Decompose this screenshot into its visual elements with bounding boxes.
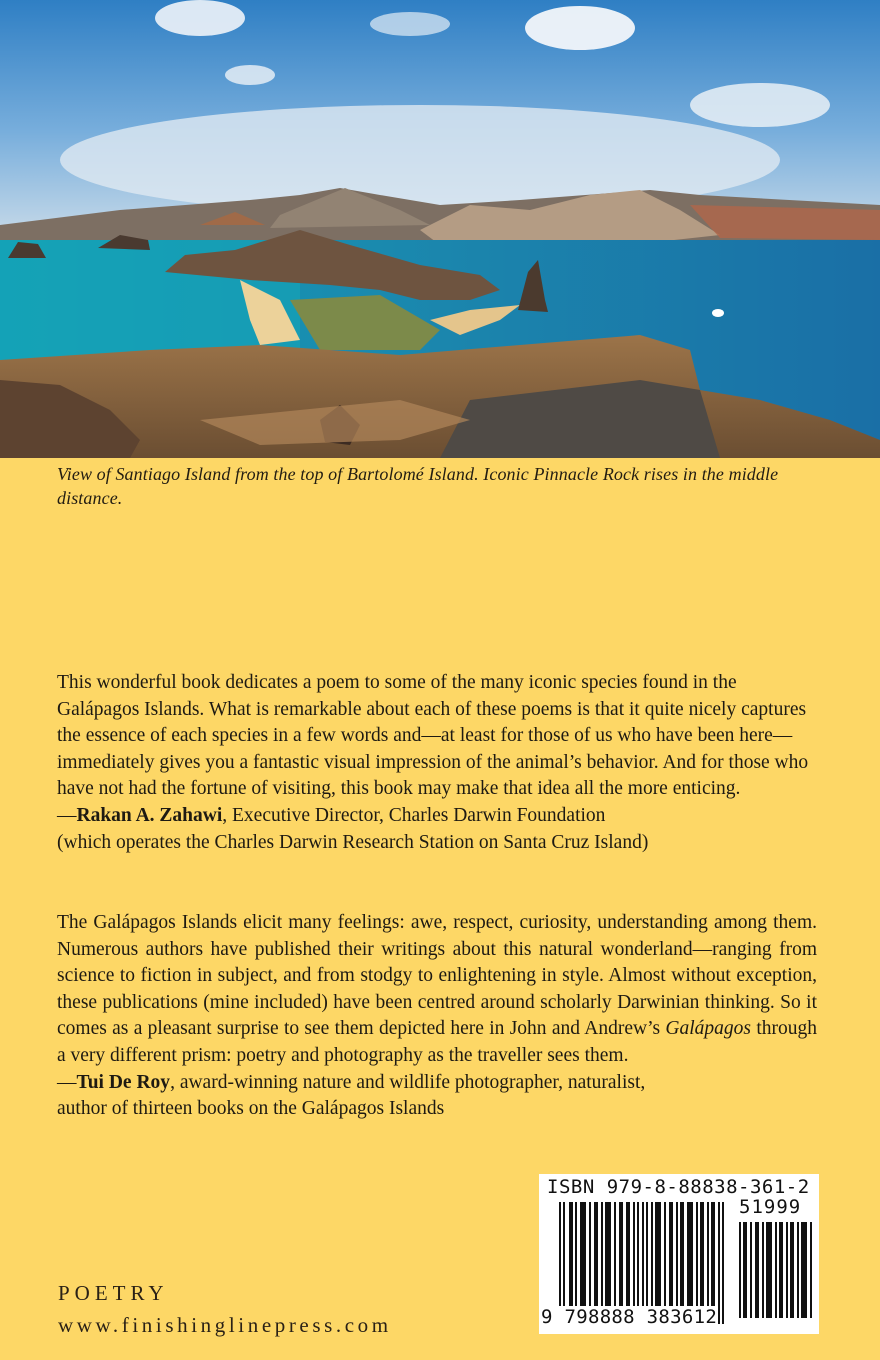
- endorser-credential: , award-winning nature and wildlife photographer, naturalist,: [170, 1071, 646, 1093]
- endorsement-text: This wonderful book dedicates a poem to some of the many iconic species found in the Galápagos Islands. What is remarkable about each of these poems is that it quite nicely captures the essence of each species in a few words and—at least for those of us who have been here—immediately gives you a fantastic visual impression of the animal’s behavior. And for those who have not had the fortune of visiting, this book may make that idea all the more enticing.: [57, 672, 809, 800]
- publisher-footer: [58, 1278, 392, 1342]
- endorsement-attribution: [57, 803, 817, 856]
- attribution-dash: —: [57, 1071, 77, 1093]
- endorser-name: Rakan A. Zahawi: [76, 804, 223, 826]
- endorsement-text-part: through a very different prism: poetry and photography as the traveller sees them.: [57, 1018, 817, 1066]
- isbn-label: ISBN 979-8-88838-361-2: [547, 1176, 810, 1198]
- genre-label: POETRY: [58, 1281, 169, 1305]
- endorser-credential-continued: (which operates the Charles Darwin Research Station on Santa Cruz Island): [57, 831, 649, 853]
- endorsement-zahawi: [57, 670, 817, 856]
- landscape-illustration: [0, 0, 880, 458]
- book-title: Galápagos: [665, 1018, 751, 1040]
- endorser-name: Tui De Roy: [76, 1071, 171, 1093]
- endorsement-de-roy: [57, 910, 817, 1123]
- isbn-barcode: [539, 1174, 819, 1334]
- cover-photo: [0, 0, 880, 458]
- photo-caption: View of Santiago Island from the top of Bartolomé Island. Iconic Pinnacle Rock rises in the middle distance.: [57, 464, 779, 508]
- price-code: 51999: [739, 1196, 802, 1218]
- publisher-url[interactable]: www.finishinglinepress.com: [58, 1313, 392, 1337]
- endorsement-attribution: [57, 1070, 817, 1123]
- price-addon-bars-icon: [739, 1222, 814, 1318]
- ean-digits: 9 798888 383612: [541, 1306, 718, 1328]
- attribution-dash: —: [57, 804, 77, 826]
- endorser-credential-continued: author of thirteen books on the Galápagos Islands: [57, 1098, 445, 1120]
- endorser-credential: , Executive Director, Charles Darwin Foundation: [222, 804, 606, 826]
- endorsement-text-part: The Galápagos Islands elicit many feelings: awe, respect, curiosity, understanding among them. Numerous authors have published their writings about this natural wonderland—ranging from science to fiction in subject, and from stodgy to enlightening in style. Almost without exception, these publications (mine included) have been centred around scholarly Darwinian thinking. So it comes as a pleasant surprise to see them depicted here in John and Andrew’s: [57, 912, 817, 1040]
- endorsement-text: [57, 910, 817, 1070]
